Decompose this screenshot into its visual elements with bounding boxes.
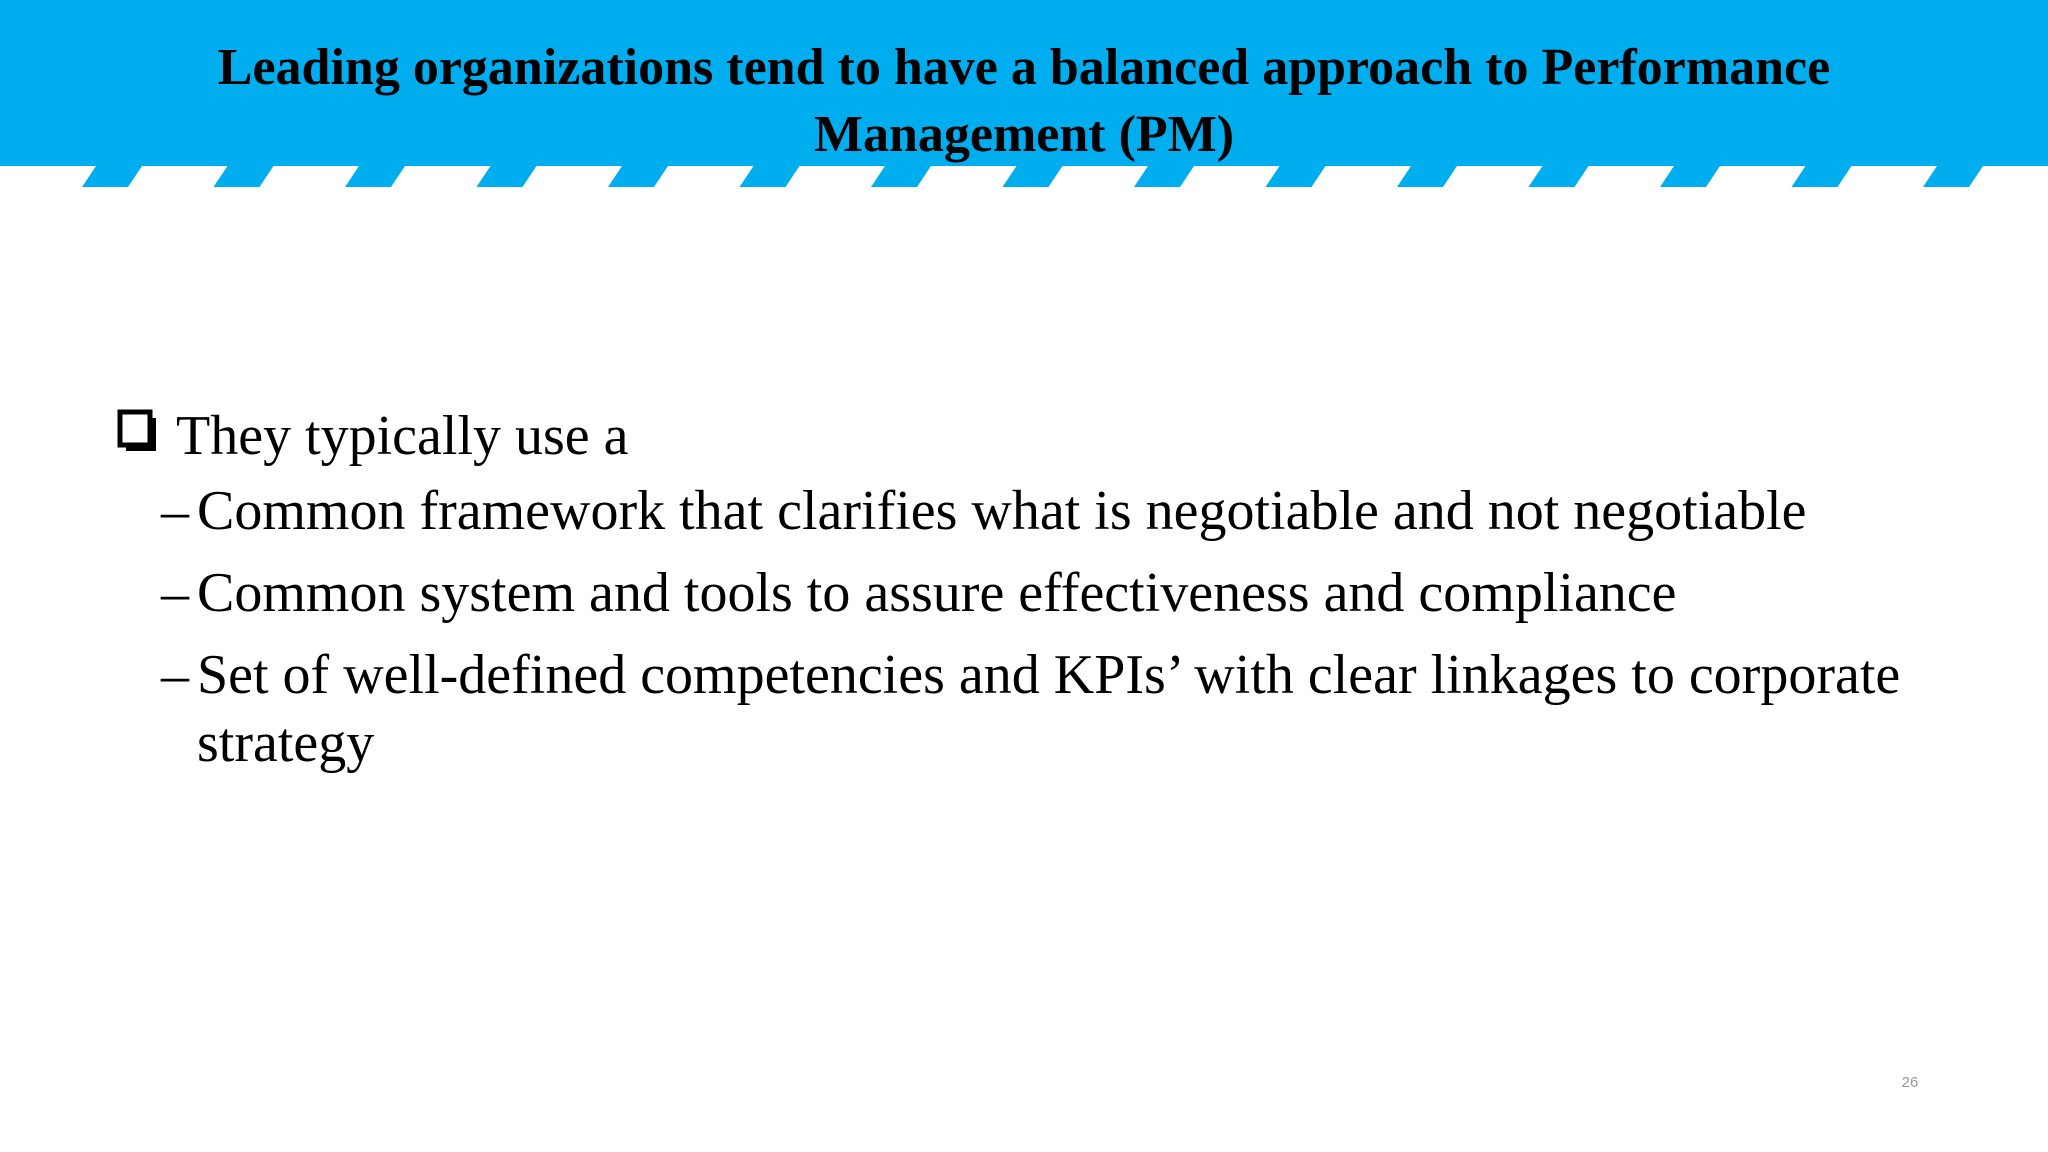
stripe <box>345 166 405 187</box>
sub-item-text: Set of well-defined competencies and KPIs’ with clear linkages to corporate strategy <box>197 644 1901 774</box>
page-number: 26 <box>1901 1074 1919 1091</box>
stripe <box>82 166 142 187</box>
bullet-item <box>115 395 1945 477</box>
sub-item-text: Common system and tools to assure effectiveness and compliance <box>197 562 1677 624</box>
stripe <box>477 166 537 187</box>
checkbox-icon <box>117 409 157 453</box>
stripe <box>1923 166 1983 187</box>
sub-item <box>115 477 1945 545</box>
slide-title: Leading organizations tend to have a balanced approach to Performance Management (PM) <box>217 39 1831 163</box>
stripe <box>1003 166 1063 187</box>
bullet-text: They typically use a <box>176 405 629 467</box>
stripe <box>1660 166 1720 187</box>
dash-icon: – <box>161 480 189 542</box>
stripe <box>608 166 668 187</box>
stripe <box>740 166 800 187</box>
stripe <box>1792 166 1852 187</box>
sub-item <box>115 559 1945 627</box>
dash-icon: – <box>161 562 189 624</box>
stripe <box>1397 166 1457 187</box>
stripe <box>1529 166 1589 187</box>
header-stripe-decoration <box>0 166 2048 187</box>
stripe <box>1134 166 1194 187</box>
stripe <box>871 166 931 187</box>
stripe <box>1266 166 1326 187</box>
dash-icon: – <box>161 644 189 706</box>
sub-item-text: Common framework that clarifies what is negotiable and not negotiable <box>197 480 1807 542</box>
slide-body <box>115 395 1945 791</box>
sub-item <box>115 641 1945 777</box>
stripe <box>214 166 274 187</box>
sub-list <box>115 477 1945 777</box>
